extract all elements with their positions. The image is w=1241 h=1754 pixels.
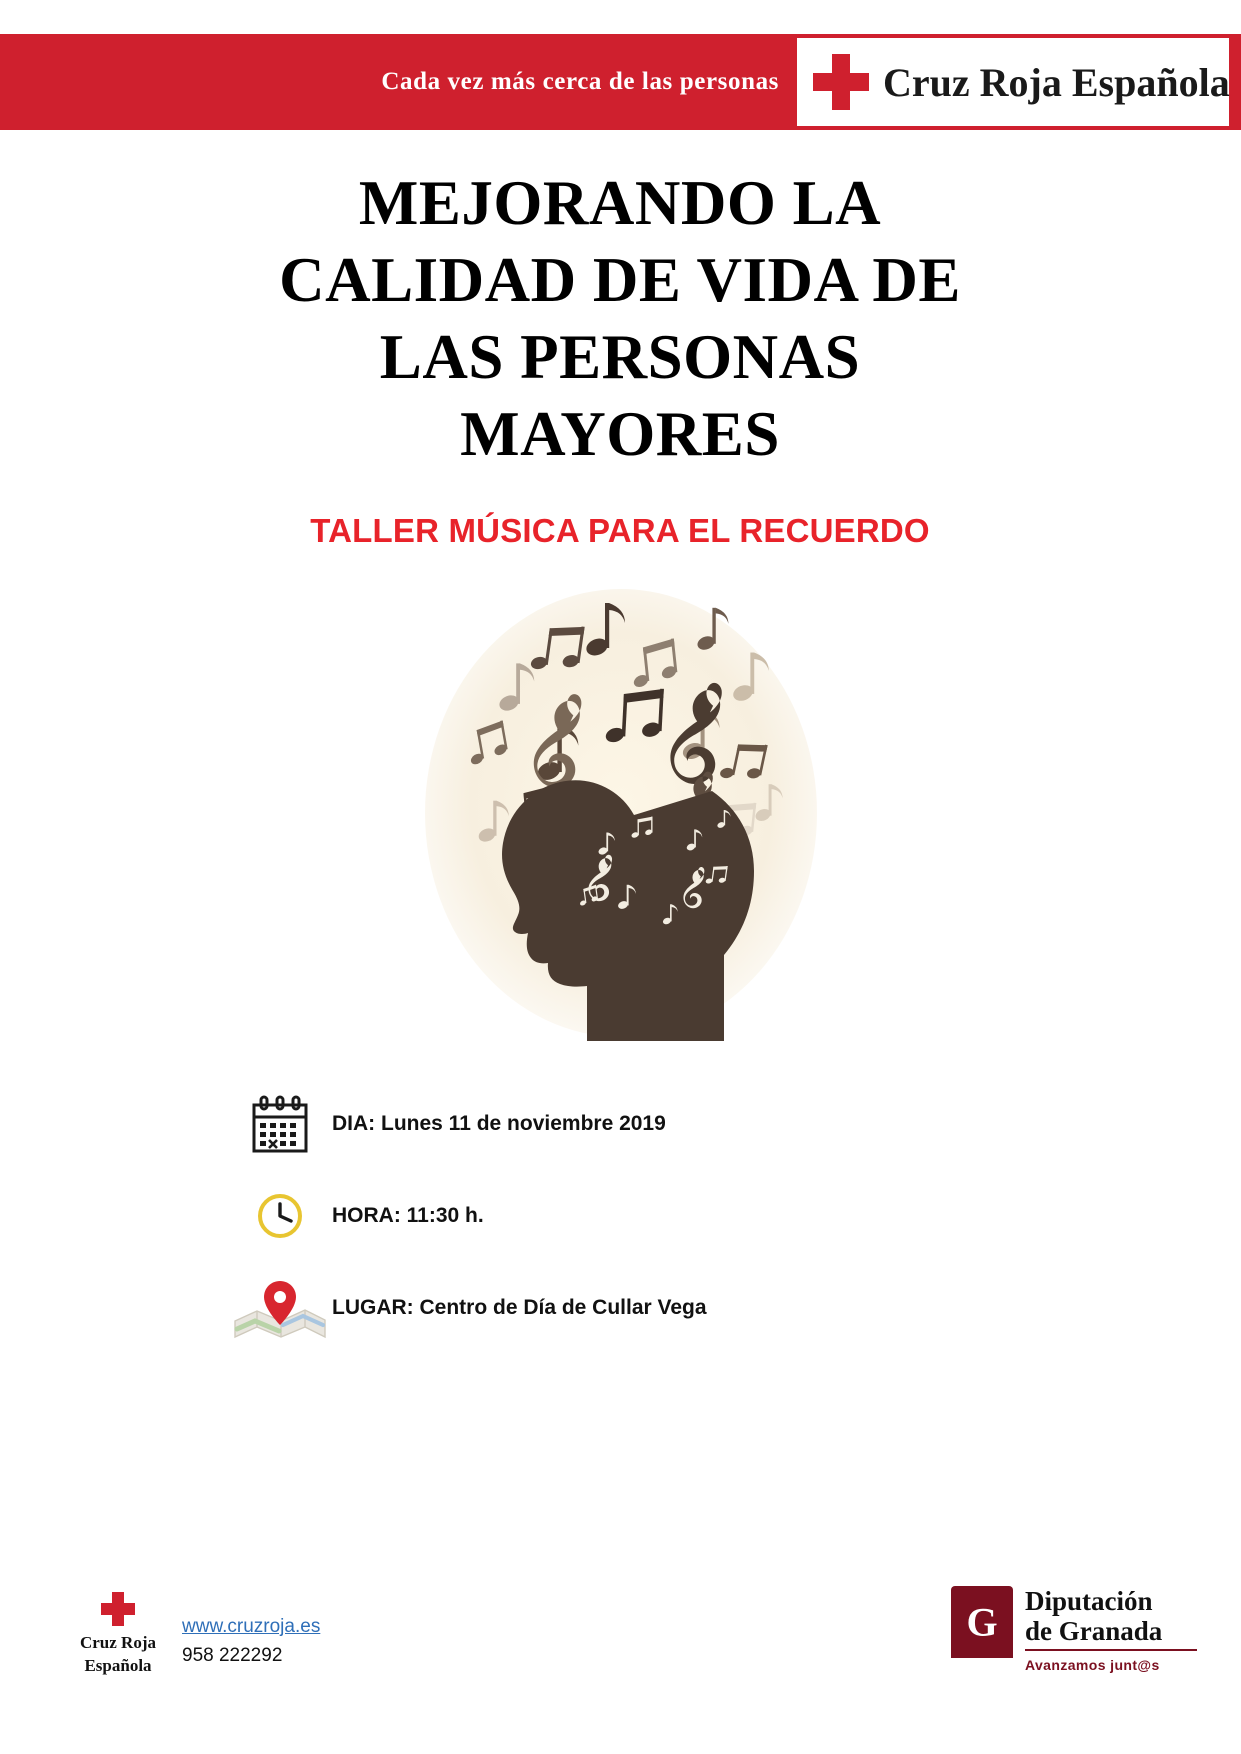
map-pin-icon	[232, 1275, 328, 1341]
title-line-3: LAS PERSONAS	[379, 321, 861, 392]
phone-number: 958 222292	[182, 1644, 283, 1666]
footer-contact	[182, 1613, 320, 1670]
detail-text-place: LUGAR: Centro de Día de Cullar Vega	[332, 1296, 707, 1319]
footer-cruz-roja-logo	[58, 1592, 178, 1678]
detail-text-date: DIA: Lunes 11 de noviembre 2019	[332, 1112, 666, 1135]
calendar-icon	[232, 1095, 328, 1153]
diputacion-mark-letter: G	[966, 1599, 998, 1645]
website-link[interactable]: www.cruzroja.es	[182, 1616, 321, 1637]
cruz-roja-logo	[797, 38, 1229, 126]
detail-text-time: HORA: 11:30 h.	[332, 1204, 484, 1227]
diputacion-divider	[1025, 1649, 1197, 1651]
header-band	[0, 34, 1241, 130]
page-title	[120, 165, 1120, 472]
detail-row-place	[232, 1262, 1032, 1354]
title-line-4: MAYORES	[460, 398, 780, 469]
event-details	[232, 1078, 1032, 1354]
illustration-music-head	[391, 585, 851, 1045]
detail-row-date	[232, 1078, 1032, 1170]
title-line-2: CALIDAD DE VIDA DE	[279, 244, 961, 315]
title-line-1: MEJORANDO LA	[358, 168, 882, 238]
diputacion-line1: Diputación	[1025, 1586, 1153, 1616]
diputacion-line2: de Granada	[1025, 1616, 1163, 1647]
diputacion-slogan: Avanzamos junt@s	[1025, 1657, 1160, 1674]
red-cross-icon	[101, 1592, 135, 1626]
detail-row-time	[232, 1170, 1032, 1262]
red-cross-icon	[813, 54, 869, 110]
footer-cruzroja-line2: Española	[84, 1655, 152, 1675]
header-slogan: Cada vez más cerca de las personas	[381, 68, 779, 95]
page-subtitle: TALLER MÚSICA PARA EL RECUERDO	[310, 512, 930, 549]
footer-cruzroja-line1: Cruz Roja	[79, 1633, 156, 1652]
clock-icon	[232, 1193, 328, 1239]
diputacion-mark-icon	[951, 1586, 1013, 1658]
diputacion-granada-logo	[951, 1586, 1197, 1673]
cruz-roja-logo-text: Cruz Roja Española	[883, 59, 1230, 105]
